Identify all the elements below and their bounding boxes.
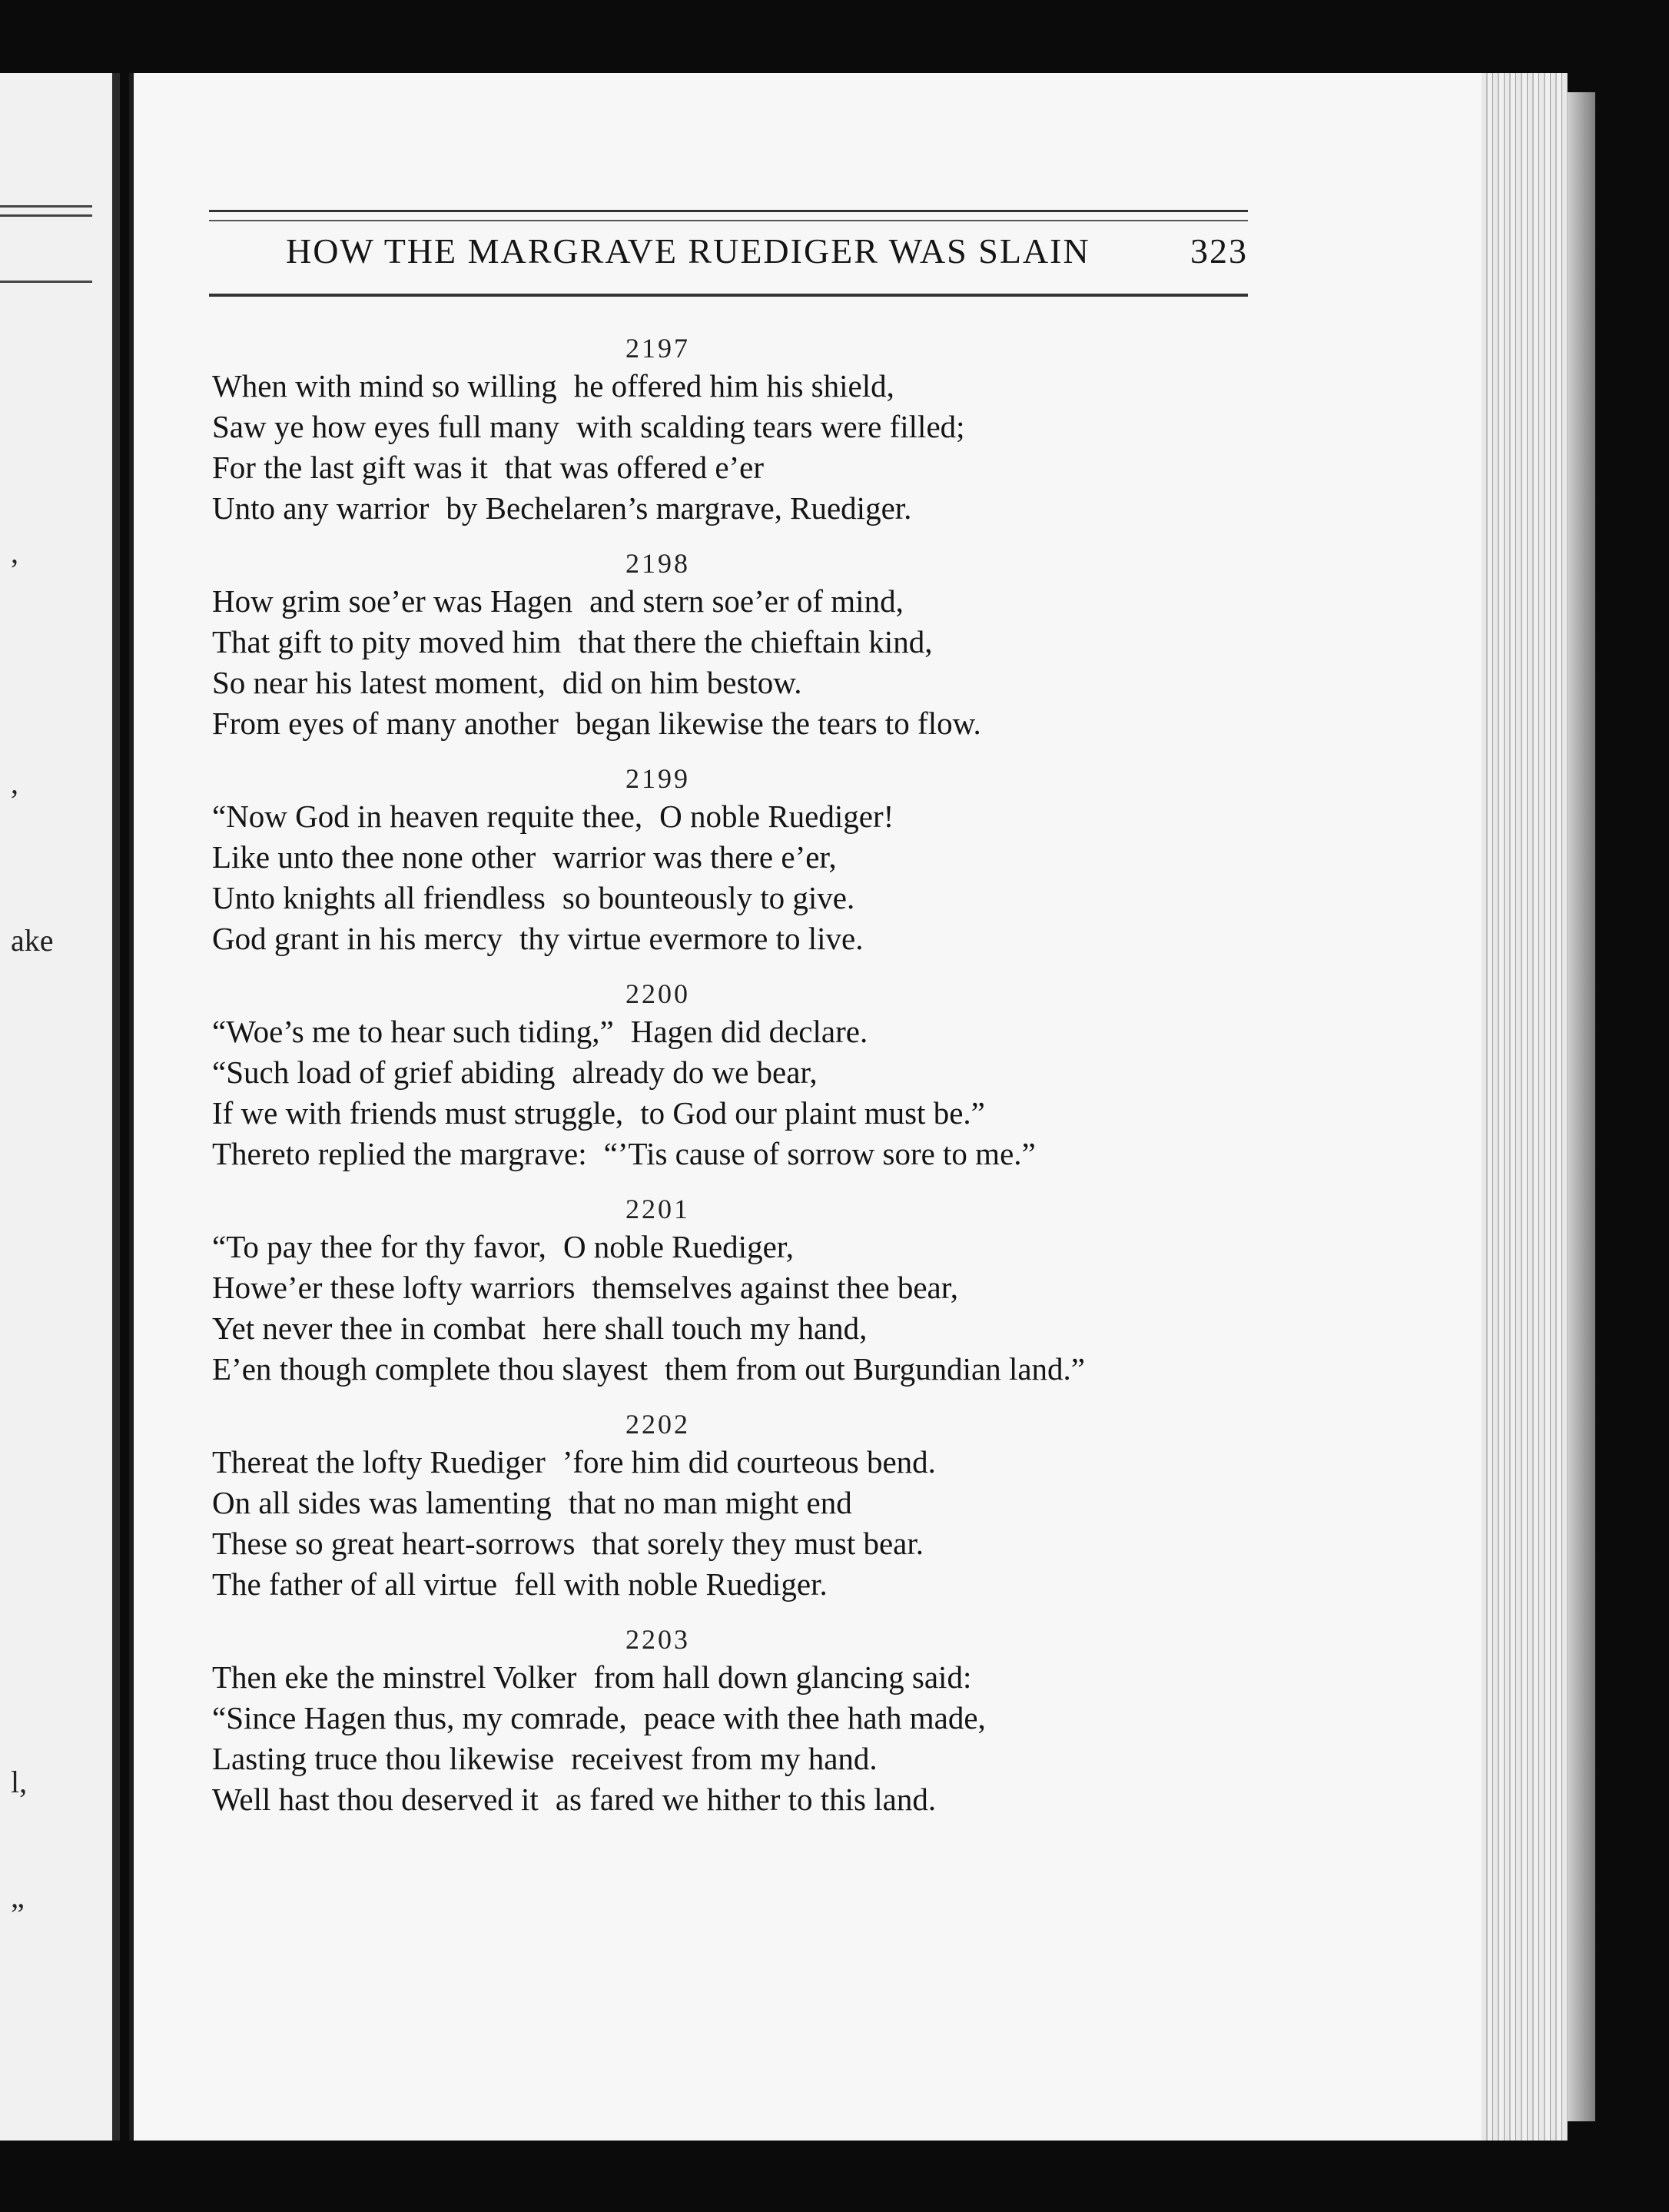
verse-first-half: That gift to pity moved him [212,624,562,659]
verse-first-half: When with mind so willing [212,368,557,404]
verse-first-half: Unto any warrior [212,490,430,526]
verse-first-half: For the last gift was it [212,450,488,485]
verse-first-half: Thereat the lofty Ruediger [212,1444,546,1480]
verse-first-half: Yet never thee in combat [212,1310,526,1346]
running-head [286,231,1248,271]
verse-line [212,622,1288,663]
verse-line [212,1779,1288,1820]
verse-first-half: E’en though complete thou slayest [212,1351,649,1387]
stanza-number: 2201 [625,1194,690,1224]
stanza-number: 2198 [625,548,690,579]
stanza-number: 2199 [625,763,690,794]
header-rule-bottom [209,294,1248,297]
verse-second-half: fell with noble Ruediger. [514,1566,828,1602]
verse-line [212,447,1288,488]
verse-line [212,663,1288,703]
verse-first-half: “Woe’s me to hear such tiding,” [212,1014,614,1049]
verse-first-half: If we with friends must struggle, [212,1095,624,1131]
verse-line [212,1523,1288,1564]
verse-first-half: On all sides was lamenting [212,1485,552,1520]
verse-first-half: Howe’er these lofty warriors [212,1270,576,1305]
verse-line [212,1564,1288,1605]
verse-first-half: From eyes of many another [212,706,559,741]
verse-line [212,488,1288,529]
verse-second-half: as fared we hither to this land. [555,1782,937,1817]
verse-first-half: Unto knights all friendless [212,880,546,915]
verse-second-half: O noble Ruediger, [562,1229,795,1264]
verse-second-half: them from out Burgundian land.” [665,1351,1086,1387]
verse-first-half: How grim soe’er was Hagen [212,583,573,619]
stanza [212,762,1288,959]
verse-line [212,1052,1288,1093]
verse-line [212,1483,1288,1523]
verse-line [212,1698,1288,1739]
verse-second-half: he offered him his shield, [573,368,894,404]
verse-line [212,796,1288,837]
stanza [212,332,1288,529]
facing-page-fragment: ” [11,1897,25,1931]
header-rule-top [209,210,1248,221]
verse-line [212,1308,1288,1349]
verse-second-half: by Bechelaren’s margrave, Ruediger. [446,490,912,526]
verse-second-half: O noble Ruediger! [659,799,894,834]
stanza [212,978,1288,1174]
book-spine-edge [1568,92,1595,2121]
facing-page-fragment: ake [11,923,54,958]
stanza [212,1623,1288,1820]
verse-second-half: began likewise the tears to flow. [575,706,981,741]
verse-line [212,581,1288,622]
verse-line [212,703,1288,744]
verse-second-half: to God our plaint must be.” [640,1095,985,1131]
verse-first-half: So near his latest moment, [212,665,546,700]
facing-page-rule [0,205,92,208]
verse-first-half: God grant in his mercy [212,921,503,956]
verse-second-half: and stern soe’er of mind, [589,583,904,619]
stanza-number: 2203 [625,1624,690,1655]
verse-first-half: Well hast thou deserved it [212,1782,539,1817]
page-number: 323 [1190,231,1248,271]
verse-second-half: that no man might end [568,1485,852,1520]
stanza-number: 2197 [625,333,690,364]
stanza-list [212,332,1288,1838]
verse-first-half: “Such load of grief abiding [212,1055,556,1090]
verse-second-half: receivest from my hand. [571,1741,878,1776]
verse-line [212,918,1288,959]
verse-second-half: so bounteously to give. [562,880,855,915]
verse-first-half: “To pay thee for thy favor, [212,1229,546,1264]
verse-first-half: Then eke the minstrel Volker [212,1659,577,1695]
verse-first-half: Thereto replied the margrave: [212,1136,587,1171]
verse-first-half: The father of all virtue [212,1566,498,1602]
verse-first-half: Lasting truce thou likewise [212,1741,555,1776]
verse-line [212,407,1288,447]
verse-second-half: that sorely they must bear. [592,1526,924,1561]
verse-second-half: did on him bestow. [562,665,802,700]
verse-first-half: “Since Hagen thus, my comrade, [212,1700,627,1735]
verse-line [212,1227,1288,1267]
facing-page-fragment: l, [11,1765,28,1799]
facing-page-rule [0,281,92,283]
verse-line [212,1349,1288,1390]
verse-second-half: already do we bear, [572,1055,818,1090]
verse-second-half: thy virtue evermore to live. [519,921,864,956]
facing-page-edge [0,73,120,2141]
verse-first-half: Saw ye how eyes full many [212,409,560,444]
stanza [212,1408,1288,1605]
verse-line [212,1442,1288,1483]
verse-second-half: peace with thee hath made, [643,1700,986,1735]
verse-second-half: ’fore him did courteous bend. [562,1444,936,1480]
verse-second-half: with scalding tears were filled; [576,409,965,444]
verse-first-half: Like unto thee none other [212,839,536,875]
verse-second-half: from hall down glancing said: [593,1659,972,1695]
verse-second-half: Hagen did declare. [630,1014,868,1049]
verse-second-half: “’Tis cause of sorrow sore to me.” [603,1136,1036,1171]
facing-page-fragment: , [11,535,18,570]
chapter-title: HOW THE MARGRAVE RUEDIGER WAS SLAIN [286,231,1090,271]
verse-line [212,837,1288,878]
stanza-number: 2200 [625,978,690,1009]
verse-line [212,1739,1288,1779]
facing-page-rule [0,214,92,217]
stanza-number: 2202 [625,1409,690,1440]
verse-first-half: These so great heart-sorrows [212,1526,576,1561]
verse-line [212,1093,1288,1134]
verse-line [212,1011,1288,1052]
stanza [212,547,1288,744]
verse-second-half: themselves against thee bear, [592,1270,958,1305]
page-stack-edge [1482,73,1568,2141]
facing-page-fragment: , [11,766,18,800]
verse-line [212,1657,1288,1698]
verse-line [212,1134,1288,1174]
verse-line [212,366,1288,407]
verse-second-half: that there the chieftain kind, [578,624,933,659]
verse-line [212,878,1288,918]
verse-line [212,1267,1288,1308]
stanza [212,1193,1288,1390]
verse-first-half: “Now God in heaven requite thee, [212,799,643,834]
verse-second-half: that was offered e’er [504,450,765,485]
verse-second-half: warrior was there e’er, [552,839,837,875]
verse-second-half: here shall touch my hand, [543,1310,868,1346]
